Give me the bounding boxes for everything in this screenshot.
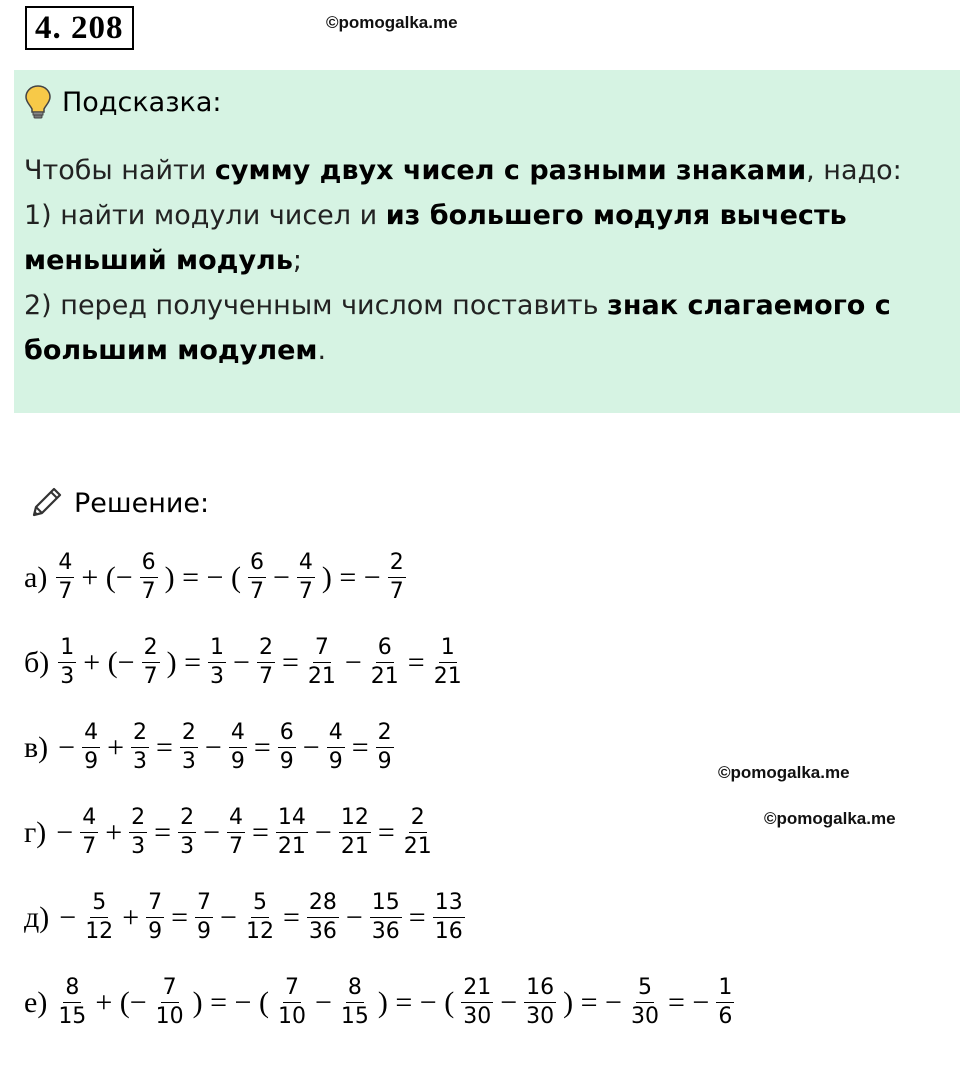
fraction [131,720,149,775]
fraction [716,975,734,1030]
numerator: 4 [327,720,345,748]
denominator: 9 [230,749,245,774]
row-label: б) [24,645,50,679]
hint-p1-c: , надо: [806,155,902,186]
fraction [276,975,308,1030]
numerator: 2 [178,805,196,833]
numerator: 1 [58,635,76,663]
fraction [388,550,406,605]
denominator: 7 [141,579,156,604]
operator: ) = − ( [377,985,455,1019]
solution-title [26,481,209,525]
numerator: 7 [195,890,213,918]
numerator: 2 [376,720,394,748]
numerator: 6 [248,550,266,578]
denominator: 7 [298,579,313,604]
denominator: 3 [210,664,225,689]
denominator: 10 [155,1004,184,1029]
denominator: 7 [249,579,264,604]
fraction [369,635,401,690]
denominator: 9 [84,749,99,774]
operator: ) = − ( [192,985,269,1019]
fraction [83,890,115,945]
fraction [276,805,308,860]
row-label: в) [24,730,49,764]
fraction [142,635,160,690]
denominator: 3 [133,749,147,774]
operator: = [351,730,369,764]
operator: = [407,645,425,679]
numerator: 4 [80,805,98,833]
fraction [208,635,226,690]
operator: = [408,900,426,934]
numerator: 5 [251,890,269,918]
solution-row [24,805,437,860]
numerator: 4 [297,550,315,578]
fraction [307,890,339,945]
denominator: 7 [82,834,97,859]
denominator: 7 [258,664,273,689]
hint-text [24,148,949,373]
numerator: 2 [388,550,406,578]
hint-p1-a: Чтобы найти [24,155,215,186]
numerator: 2 [409,805,427,833]
numerator: 5 [90,890,108,918]
denominator: 30 [630,1004,659,1029]
denominator: 9 [377,749,392,774]
operator: − [272,560,290,594]
solution-row [24,550,409,605]
fraction [195,890,213,945]
fraction [327,720,345,775]
denominator: 30 [526,1004,555,1029]
fraction [248,550,266,605]
fraction [461,975,493,1030]
fraction [306,635,338,690]
fraction [80,805,98,860]
operator: = [281,645,299,679]
operator: − [59,900,77,934]
fraction [129,805,147,860]
fraction [278,720,296,775]
operator: − [233,645,250,679]
hint-p2-c: ; [292,245,303,276]
numerator: 8 [346,975,364,1003]
operator: + [107,730,124,764]
row-label: д) [24,900,50,934]
operator: = − [667,985,710,1019]
hint-p3-c: . [317,335,327,366]
fraction [339,975,371,1030]
numerator: 1 [716,975,734,1003]
fraction [146,890,164,945]
hint-p1-bold: сумму двух чисел с разными знаками [214,155,807,186]
fraction [376,720,394,775]
operator: − [500,985,518,1019]
operator: − [345,900,363,934]
operator: = [156,730,173,764]
operator: = [251,815,269,849]
fraction [178,805,196,860]
numerator: 7 [161,975,179,1003]
denominator: 36 [371,919,400,944]
denominator: 21 [277,834,306,859]
operator: − [314,815,332,849]
fraction [402,805,434,860]
denominator: 15 [58,1004,87,1029]
solution-row [24,890,468,945]
operator: − [302,730,320,764]
operator: = [154,815,172,849]
denominator: 3 [180,834,195,859]
operator: + [122,900,140,934]
denominator: 21 [340,834,369,859]
fraction [297,550,315,605]
fraction [629,975,661,1030]
operator: ) = − [563,985,622,1019]
operator: ) = − [321,560,381,594]
fraction [56,550,74,605]
denominator: 3 [60,664,75,689]
operator: ) = − ( [164,560,241,594]
numerator: 8 [63,975,81,1003]
operator: − [220,900,237,934]
numerator: 16 [524,975,556,1003]
denominator: 9 [197,919,212,944]
fraction [244,890,276,945]
denominator: 6 [718,1004,733,1029]
solution-row [24,720,397,775]
row-label: а) [24,560,48,594]
fraction [370,890,402,945]
denominator: 7 [143,664,158,689]
solution-title-text: Решение: [74,487,210,519]
fraction [227,805,245,860]
denominator: 12 [245,919,274,944]
numerator: 28 [307,890,339,918]
fraction [524,975,556,1030]
denominator: 3 [131,834,146,859]
watermark-mid: ©pomogalka.me [718,763,850,782]
operator: + (− [81,560,133,594]
numerator: 21 [461,975,493,1003]
fraction [180,720,198,775]
fraction [82,720,100,775]
numerator: 7 [146,890,164,918]
operator: + [105,815,123,849]
numerator: 15 [370,890,402,918]
fraction [339,805,371,860]
numerator: 2 [257,635,275,663]
operator: + (− [83,645,135,679]
numerator: 13 [433,890,465,918]
numerator: 2 [180,720,198,748]
row-label: е) [24,985,48,1019]
denominator: 9 [328,749,343,774]
solution-row [24,975,737,1030]
denominator: 12 [85,919,114,944]
denominator: 21 [370,664,399,689]
watermark-top: ©pomogalka.me [326,13,458,32]
lightbulb-icon [24,84,52,120]
operator: − [314,985,332,1019]
hint-title [24,80,222,124]
denominator: 30 [463,1004,492,1029]
denominator: 21 [307,664,336,689]
denominator: 9 [279,749,294,774]
numerator: 6 [376,635,394,663]
operator: = [282,900,300,934]
denominator: 21 [403,834,432,859]
fraction [56,975,88,1030]
denominator: 3 [181,749,196,774]
numerator: 7 [283,975,301,1003]
fraction [432,635,464,690]
operator: ) = [166,645,202,679]
numerator: 2 [142,635,160,663]
numerator: 5 [636,975,654,1003]
numerator: 14 [276,805,308,833]
numerator: 12 [339,805,371,833]
denominator: 36 [308,919,337,944]
operator: = [253,730,271,764]
numerator: 2 [131,720,149,748]
pencil-icon [26,483,66,523]
fraction [257,635,275,690]
numerator: 4 [229,720,247,748]
numerator: 7 [313,635,331,663]
denominator: 7 [58,579,73,604]
fraction [433,890,465,945]
operator: − [58,730,76,764]
numerator: 4 [56,550,74,578]
fraction [140,550,158,605]
denominator: 7 [228,834,243,859]
denominator: 10 [277,1004,306,1029]
fraction [154,975,186,1030]
numerator: 1 [439,635,457,663]
operator: = [377,815,395,849]
numerator: 6 [140,550,158,578]
hint-p3-bold: знак слагаемого с большим модулем [24,290,891,366]
row-label: г) [24,815,47,849]
numerator: 2 [129,805,147,833]
hint-p2-a: 1) найти модули чисел и [24,200,386,231]
numerator: 6 [278,720,296,748]
operator: + (− [95,985,147,1019]
hint-title-text: Подсказка: [62,86,222,118]
hint-p2-bold: из большего модуля вычесть меньший модуль [24,200,847,276]
solution-row [24,635,467,690]
fraction [229,720,247,775]
numerator: 4 [227,805,245,833]
denominator: 16 [434,919,463,944]
denominator: 21 [433,664,462,689]
hint-p3-a: 2) перед полученным числом поставить [24,290,608,321]
operator: − [344,645,362,679]
operator: − [203,815,220,849]
watermark-lower: ©pomogalka.me [764,809,896,828]
operator: − [204,730,222,764]
numerator: 4 [82,720,100,748]
denominator: 15 [340,1004,369,1029]
fraction [58,635,76,690]
numerator: 1 [208,635,226,663]
operator: − [56,815,74,849]
operator: = [171,900,189,934]
task-number: 4. 208 [25,6,134,50]
denominator: 7 [389,579,404,604]
denominator: 9 [148,919,163,944]
